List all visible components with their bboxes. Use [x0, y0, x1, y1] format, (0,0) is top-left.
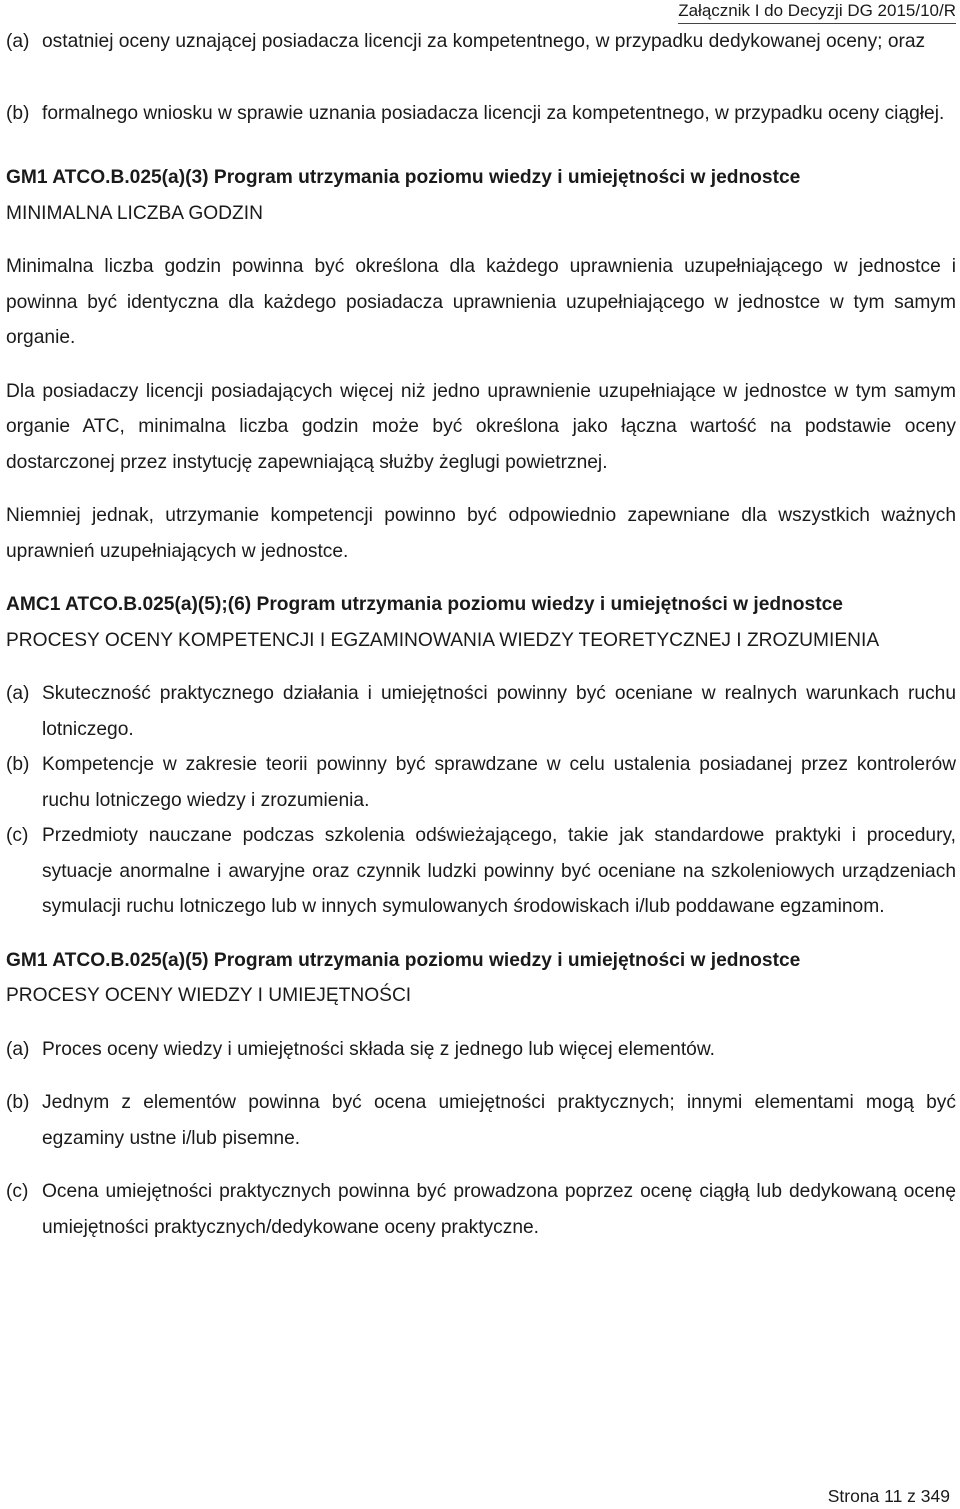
list-item: [6, 96, 956, 132]
list-label: (b): [6, 754, 30, 775]
list-text: Ocena umiejętności praktycznych powinna być prowadzona poprzez ocenę ciągłą lub dedykowaną ocenę umiejętności praktycznych/dedykowane oceny praktyczne.: [42, 1181, 956, 1238]
section-title: AMC1 ATCO.B.025(a)(5);(6) Program utrzymania poziomu wiedzy i umiejętności w jednostce: [6, 594, 843, 615]
list-text: formalnego wniosku w sprawie uznania posiadacza licencji za kompetentnego, w przypadku oceny ciągłej.: [42, 102, 945, 124]
section-title: GM1 ATCO.B.025(a)(5) Program utrzymania poziomu wiedzy i umiejętności w jednostce: [6, 949, 801, 971]
list-label: (c): [6, 825, 29, 846]
list-text: Skuteczność praktycznego działania i umiejętności powinny być oceniane w realnych warunkach ruchu lotniczego.: [42, 683, 956, 740]
list-item: [6, 1032, 956, 1068]
list-item: [6, 1174, 956, 1245]
list-item: [6, 747, 956, 818]
list-item: [6, 676, 956, 747]
section-subtitle: PROCESY OCENY WIEDZY I UMIEJĘTNOŚCI: [6, 985, 412, 1006]
section-subtitle: PROCESY OCENY KOMPETENCJI I EGZAMINOWANIA WIEDZY TEORETYCZNEJ I ZROZUMIENIA: [6, 629, 880, 651]
list-text: Kompetencje w zakresie teorii powinny być sprawdzane w celu ustalenia posiadanej przez kontrolerów ruchu lotniczego wiedzy i zrozumienia.: [42, 754, 956, 811]
list-label: (a): [6, 31, 30, 52]
list-label: (b): [6, 1092, 30, 1113]
paragraph: Minimalna liczba godzin powinna być określona dla każdego uprawnienia uzupełniającego w jednostce i powinna być identyczna dla każdego posiadacza uprawnienia uzupełniającego w jednostce w tym samym organie.: [6, 256, 956, 348]
list-text: Jednym z elementów powinna być ocena umiejętności praktycznych; innymi elementami mogą być egzaminy ustne i/lub pisemne.: [42, 1092, 956, 1149]
section-subtitle: MINIMALNA LICZBA GODZIN: [6, 202, 263, 224]
list-item: [6, 24, 956, 60]
document-page: [6, 22, 956, 1245]
list-item: [6, 818, 956, 925]
section-title: GM1 ATCO.B.025(a)(3) Program utrzymania poziomu wiedzy i umiejętności w jednostce: [6, 167, 801, 188]
annex-header: Załącznik I do Decyzji DG 2015/10/R: [678, 0, 956, 24]
list-label: (a): [6, 1038, 30, 1060]
list-label: (a): [6, 683, 30, 704]
list-text: ostatniej oceny uznającej posiadacza licencji za kompetentnego, w przypadku dedykowanej oceny; oraz: [42, 31, 926, 52]
paragraph: Dla posiadaczy licencji posiadających więcej niż jedno uprawnienie uzupełniające w jednostce w tym samym organie ATC, minimalna liczba godzin może być określona jako łączna wartość na podstawie oceny dostarczonej przez instytucję zapewniającą służby żeglugi powietrznej.: [6, 380, 956, 473]
list-text: Przedmioty nauczane podczas szkolenia odświeżającego, takie jak standardowe praktyki i procedury, sytuacje anormalne i awaryjne oraz czynnik ludzki powinny być oceniane na szkoleniowych urządzeniach symulacji ruchu lotniczego lub w innych symulowanych środowiskach i/lub poddawane egzaminom.: [42, 825, 956, 917]
list-label: (b): [6, 102, 30, 124]
list-label: (c): [6, 1181, 29, 1202]
list-item: [6, 1085, 956, 1156]
paragraph: Niemniej jednak, utrzymanie kompetencji powinno być odpowiednio zapewniane dla wszystkich ważnych uprawnień uzupełniających w jednostce.: [6, 505, 956, 562]
page-number: Strona 11 z 349: [827, 1486, 950, 1506]
list-text: Proces oceny wiedzy i umiejętności składa się z jednego lub więcej elementów.: [42, 1038, 715, 1060]
